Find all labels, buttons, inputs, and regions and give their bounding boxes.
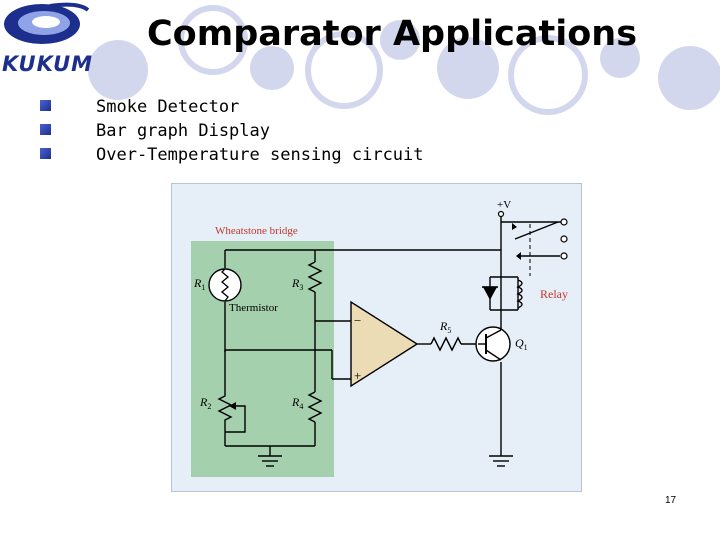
q1-label: $Q_1$ (515, 336, 528, 352)
university-logo (0, 0, 92, 78)
r2-label: $R_2$ (200, 395, 212, 411)
square-bullet-icon (40, 124, 51, 135)
relay-label: Relay (540, 287, 568, 301)
bullet-item (40, 119, 424, 143)
deco-circle (658, 46, 720, 110)
r3-label: $R_3$ (292, 276, 304, 292)
logo-wordmark: KUKUM (2, 52, 94, 76)
slide-title: Comparator Applications (147, 14, 638, 54)
r1-label: $R_1$ (194, 276, 206, 292)
page-number: 17 (665, 495, 677, 506)
thermistor-label: Thermistor (229, 302, 278, 314)
bullet-item (40, 143, 424, 167)
op-amp-plus: + (354, 368, 362, 383)
supply-label: +V (497, 199, 512, 211)
bullet-text: Bar graph Display (96, 121, 270, 141)
deco-circle (88, 40, 148, 100)
circuit-diagram (172, 184, 581, 491)
bullet-item (40, 95, 424, 119)
circuit-figure (171, 183, 582, 492)
diode-symbol (483, 287, 497, 300)
r5-label: $R_5$ (440, 319, 452, 335)
bullet-list (40, 95, 424, 167)
bullet-text: Over-Temperature sensing circuit (96, 145, 424, 165)
square-bullet-icon (40, 100, 51, 111)
logo-emblem (0, 0, 92, 56)
op-amp-minus: − (354, 313, 362, 328)
bullet-text: Smoke Detector (96, 97, 240, 117)
square-bullet-icon (40, 148, 51, 159)
r4-label: $R_4$ (292, 395, 304, 411)
bridge-label: Wheatstone bridge (215, 225, 298, 237)
